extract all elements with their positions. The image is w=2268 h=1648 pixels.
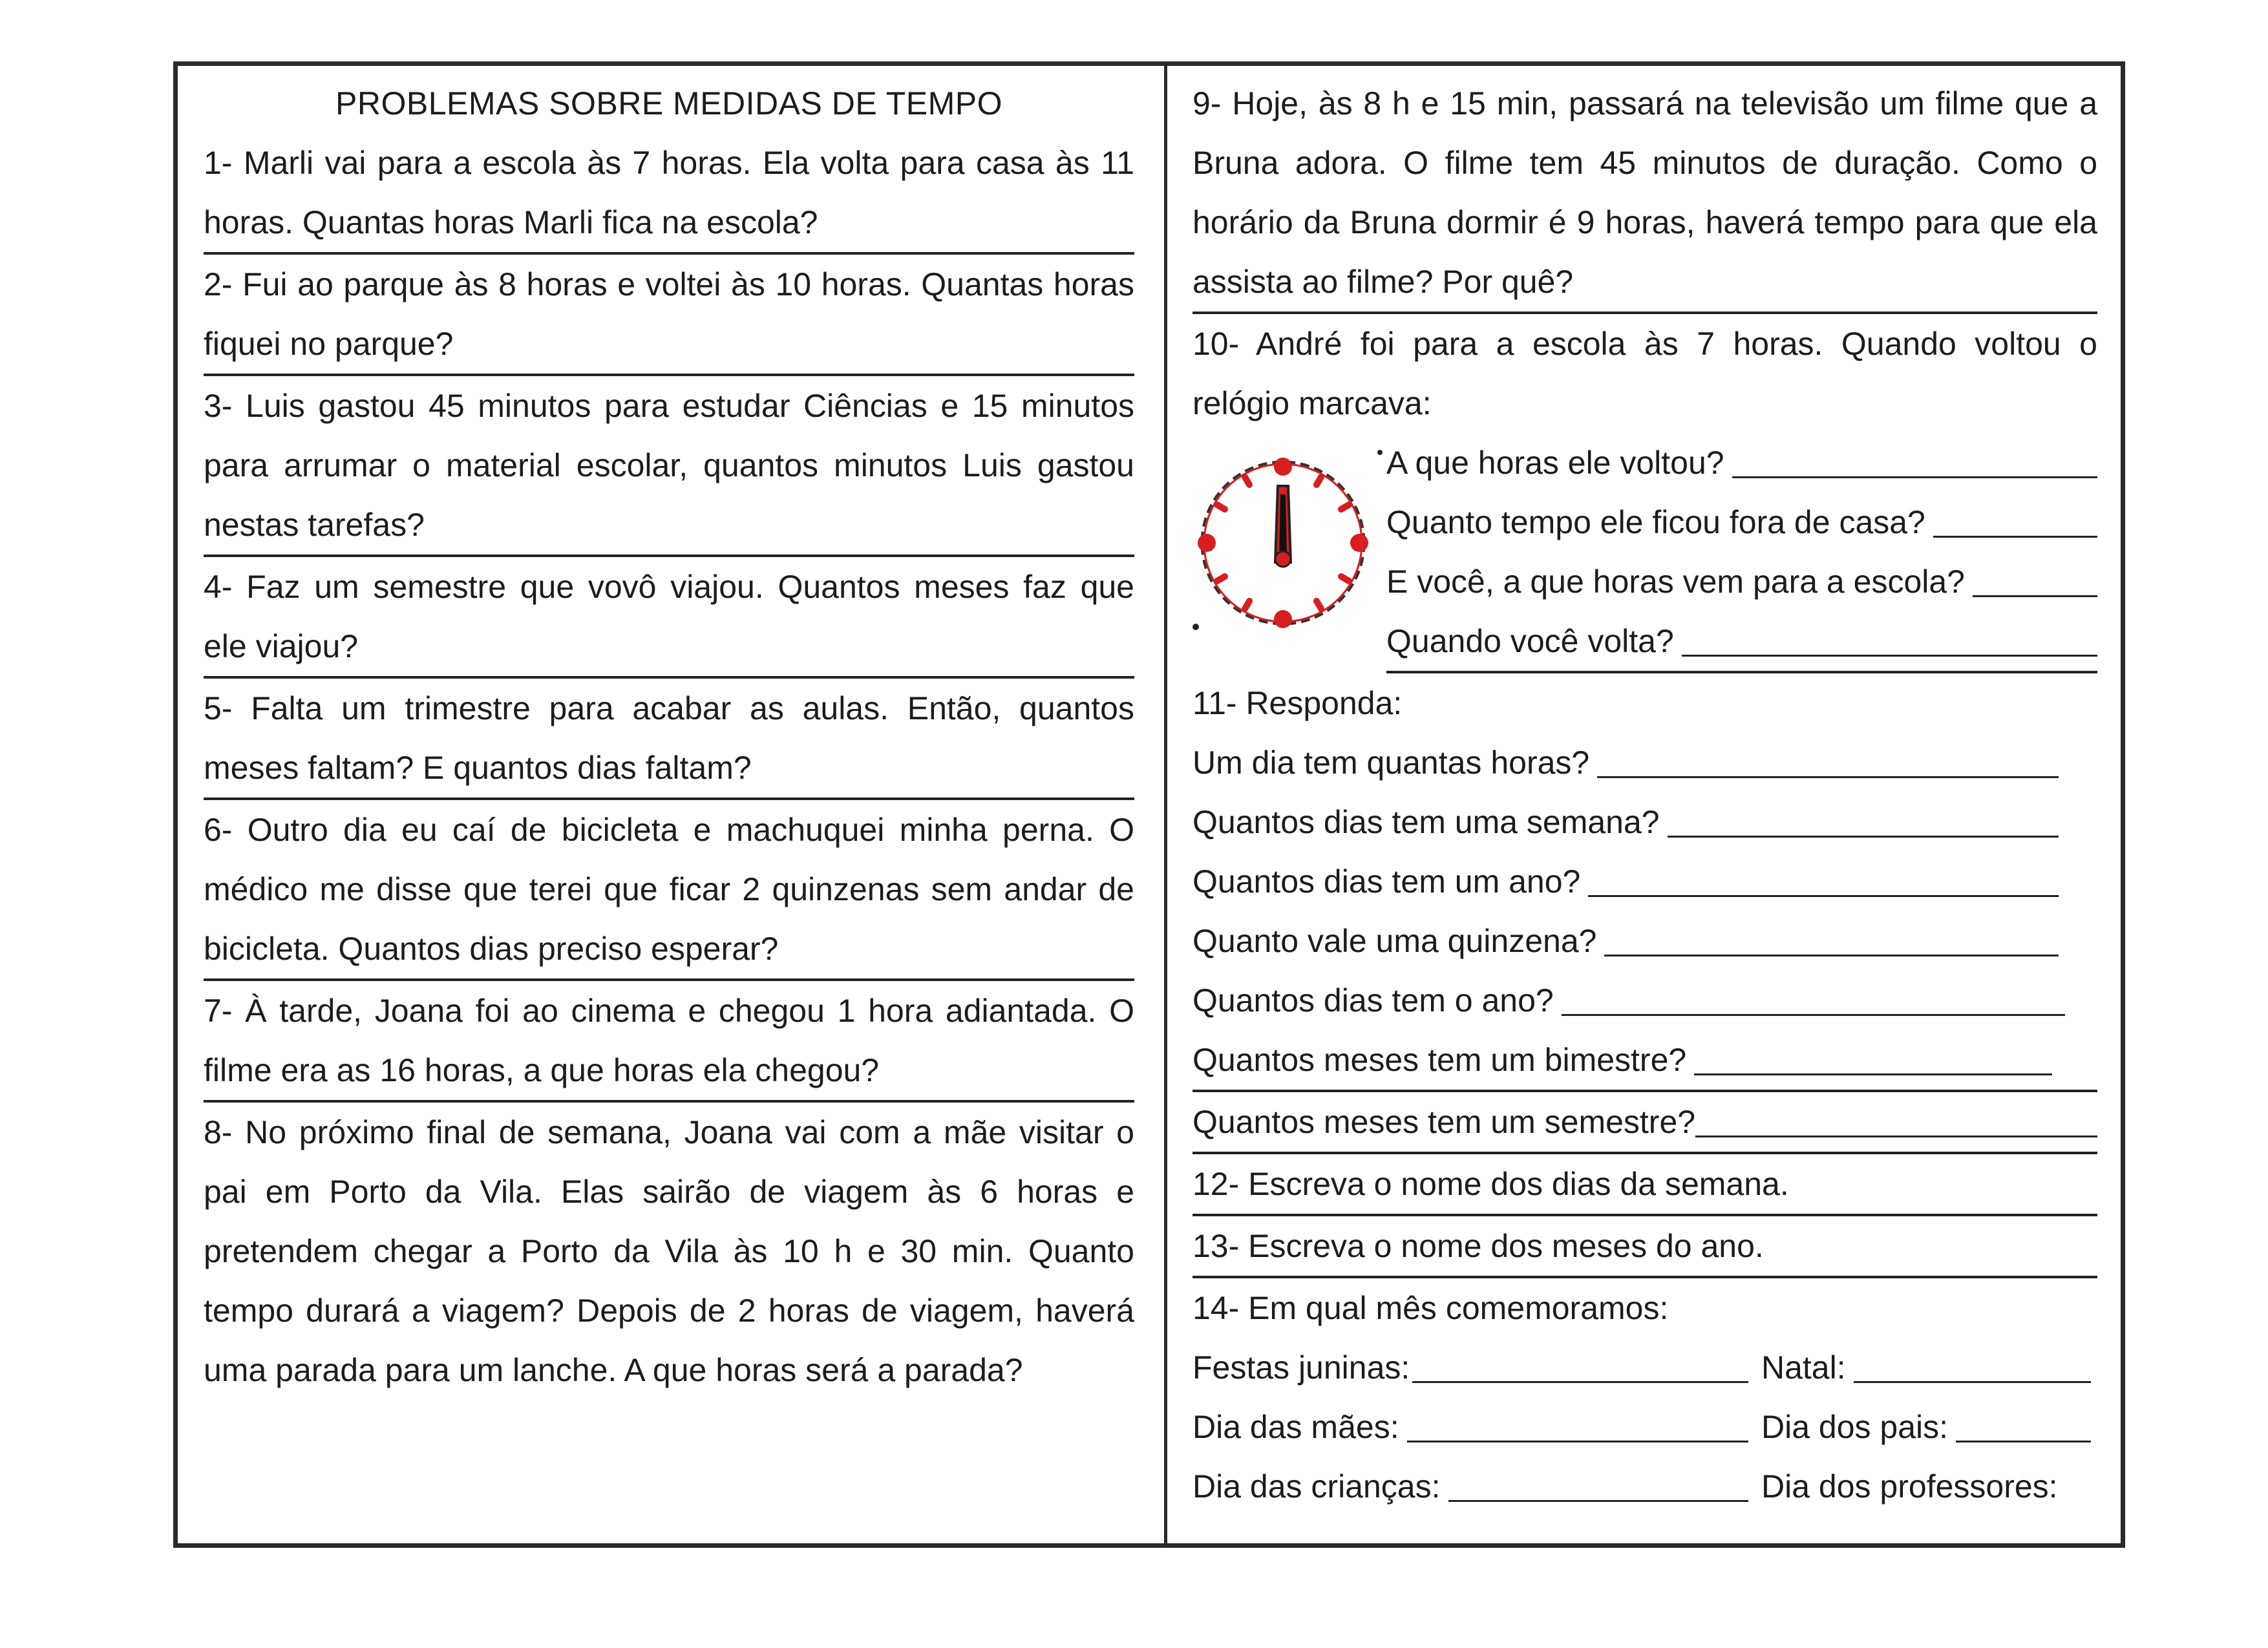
question-6: 6- Outro dia eu caí de bicicleta e machuquei minha perna. O médico me disse que terei que ficar 2 quinzenas sem andar de bicicleta. Quantos dias preciso esperar? <box>204 800 1134 981</box>
question-7: 7- À tarde, Joana foi ao cinema e chegou 1 hora adiantada. O filme era as 16 horas, a que horas ela chegou? <box>204 981 1134 1103</box>
q11-item-5: Quantos dias tem o ano? <box>1192 971 2097 1030</box>
answer-blank[interactable] <box>1682 616 2097 657</box>
answer-blank[interactable] <box>1412 1342 1748 1383</box>
answer-blank[interactable] <box>1695 1097 2097 1137</box>
answer-blank[interactable] <box>1604 916 2059 956</box>
question-1: 1- Marli vai para a escola às 7 horas. Ela volta para casa às 11 horas. Quantas horas Marli fica na escola? <box>204 133 1134 255</box>
answer-blank[interactable] <box>1933 497 2097 538</box>
question-10: 10- André foi para a escola às 7 horas. Quando voltou o relógio marcava: A que horas ele voltou? Quanto tempo ele ficou fora de casa? E você, a que horas vem para a escola? Quando você volta? <box>1192 314 2097 673</box>
column-divider <box>1164 66 1167 1543</box>
left-column <box>204 66 1134 1400</box>
answer-blank[interactable] <box>1956 1402 2091 1442</box>
question-12: 12- Escreva o nome dos dias da semana. <box>1192 1154 2097 1216</box>
clock-section <box>1192 433 2097 673</box>
clock-questions <box>1386 433 2097 673</box>
question-3: 3- Luis gastou 45 minutos para estudar Ciências e 15 minutos para arrumar o material escolar, quantos minutos Luis gastou nestas tarefas? <box>204 376 1134 557</box>
question-5: 5- Falta um trimestre para acabar as aulas. Então, quantos meses faltam? E quantos dias faltam? <box>204 679 1134 800</box>
worksheet-title: PROBLEMAS SOBRE MEDIDAS DE TEMPO <box>335 85 1002 121</box>
q10-item-3: E você, a que horas vem para a escola? <box>1386 552 2097 611</box>
question-8: 8- No próximo final de semana, Joana vai com a mãe visitar o pai em Porto da Vila. Elas sairão de viagem às 6 horas e pretendem chegar a Porto da Vila às 10 h e 30 min. Quanto tempo durará a viagem? Depois de 2 horas de viagem, haverá uma parada para um lanche. A que horas será a parada? <box>204 1114 1134 1388</box>
answer-blank[interactable] <box>1588 856 2059 897</box>
question-13: 13- Escreva o nome dos meses do ano. <box>1192 1216 2097 1278</box>
right-column <box>1192 66 2097 1516</box>
q11-item-6: Quantos meses tem um bimestre? <box>1192 1030 2097 1092</box>
q11-item-1: Um dia tem quantas horas? <box>1192 733 2097 792</box>
question-11: 11- Responda: Um dia tem quantas horas? Quantos dias tem uma semana? Quantos dias tem um ano? Quanto vale uma quinzena? Quantos dias tem o ano? Quantos meses tem um bimestre? Quantos meses tem um semestre? <box>1192 673 2097 1154</box>
worksheet <box>173 61 2125 1548</box>
answer-blank[interactable] <box>1732 438 2097 478</box>
answer-blank[interactable] <box>1694 1035 2052 1075</box>
q11-item-2: Quantos dias tem uma semana? <box>1192 792 2097 852</box>
question-2: 2- Fui ao parque às 8 horas e voltei às 10 horas. Quantas horas fiquei no parque? <box>204 255 1134 376</box>
q11-item-4: Quanto vale uma quinzena? <box>1192 911 2097 971</box>
q14-row-1: Festas juninas: Natal: <box>1192 1338 2097 1397</box>
question-4: 4- Faz um semestre que vovô viajou. Quantos meses faz que ele viajou? <box>204 557 1134 679</box>
answer-blank[interactable] <box>1407 1402 1748 1442</box>
q10-item-1: A que horas ele voltou? <box>1386 433 2097 492</box>
answer-blank[interactable] <box>1854 1342 2091 1383</box>
answer-blank[interactable] <box>1448 1461 1749 1502</box>
question-14: 14- Em qual mês comemoramos: Festas juninas: Natal: Dia das mães: Dia dos pais: Dia das crianças: Dia dos professores: <box>1192 1278 2097 1516</box>
q10-item-2: Quanto tempo ele ficou fora de casa? <box>1386 492 2097 552</box>
q11-item-7: Quantos meses tem um semestre? <box>1192 1092 2097 1154</box>
answer-blank[interactable] <box>1668 797 2059 838</box>
answer-blank[interactable] <box>1973 556 2097 597</box>
answer-blank[interactable] <box>1562 975 2065 1016</box>
q11-item-3: Quantos dias tem um ano? <box>1192 852 2097 911</box>
q10-item-4: Quando você volta? <box>1386 611 2097 673</box>
q14-row-2: Dia das mães: Dia dos pais: <box>1192 1397 2097 1457</box>
q14-row-3: Dia das crianças: Dia dos professores: <box>1192 1457 2097 1516</box>
answer-blank[interactable] <box>1597 737 2059 778</box>
clock-icon <box>1192 433 1386 646</box>
question-9: 9- Hoje, às 8 h e 15 min, passará na televisão um filme que a Bruna adora. O filme tem 45 minutos de duração. Como o horário da Bruna dormir é 9 horas, haverá tempo para que ela assista ao filme? Por quê? <box>1192 66 2097 314</box>
